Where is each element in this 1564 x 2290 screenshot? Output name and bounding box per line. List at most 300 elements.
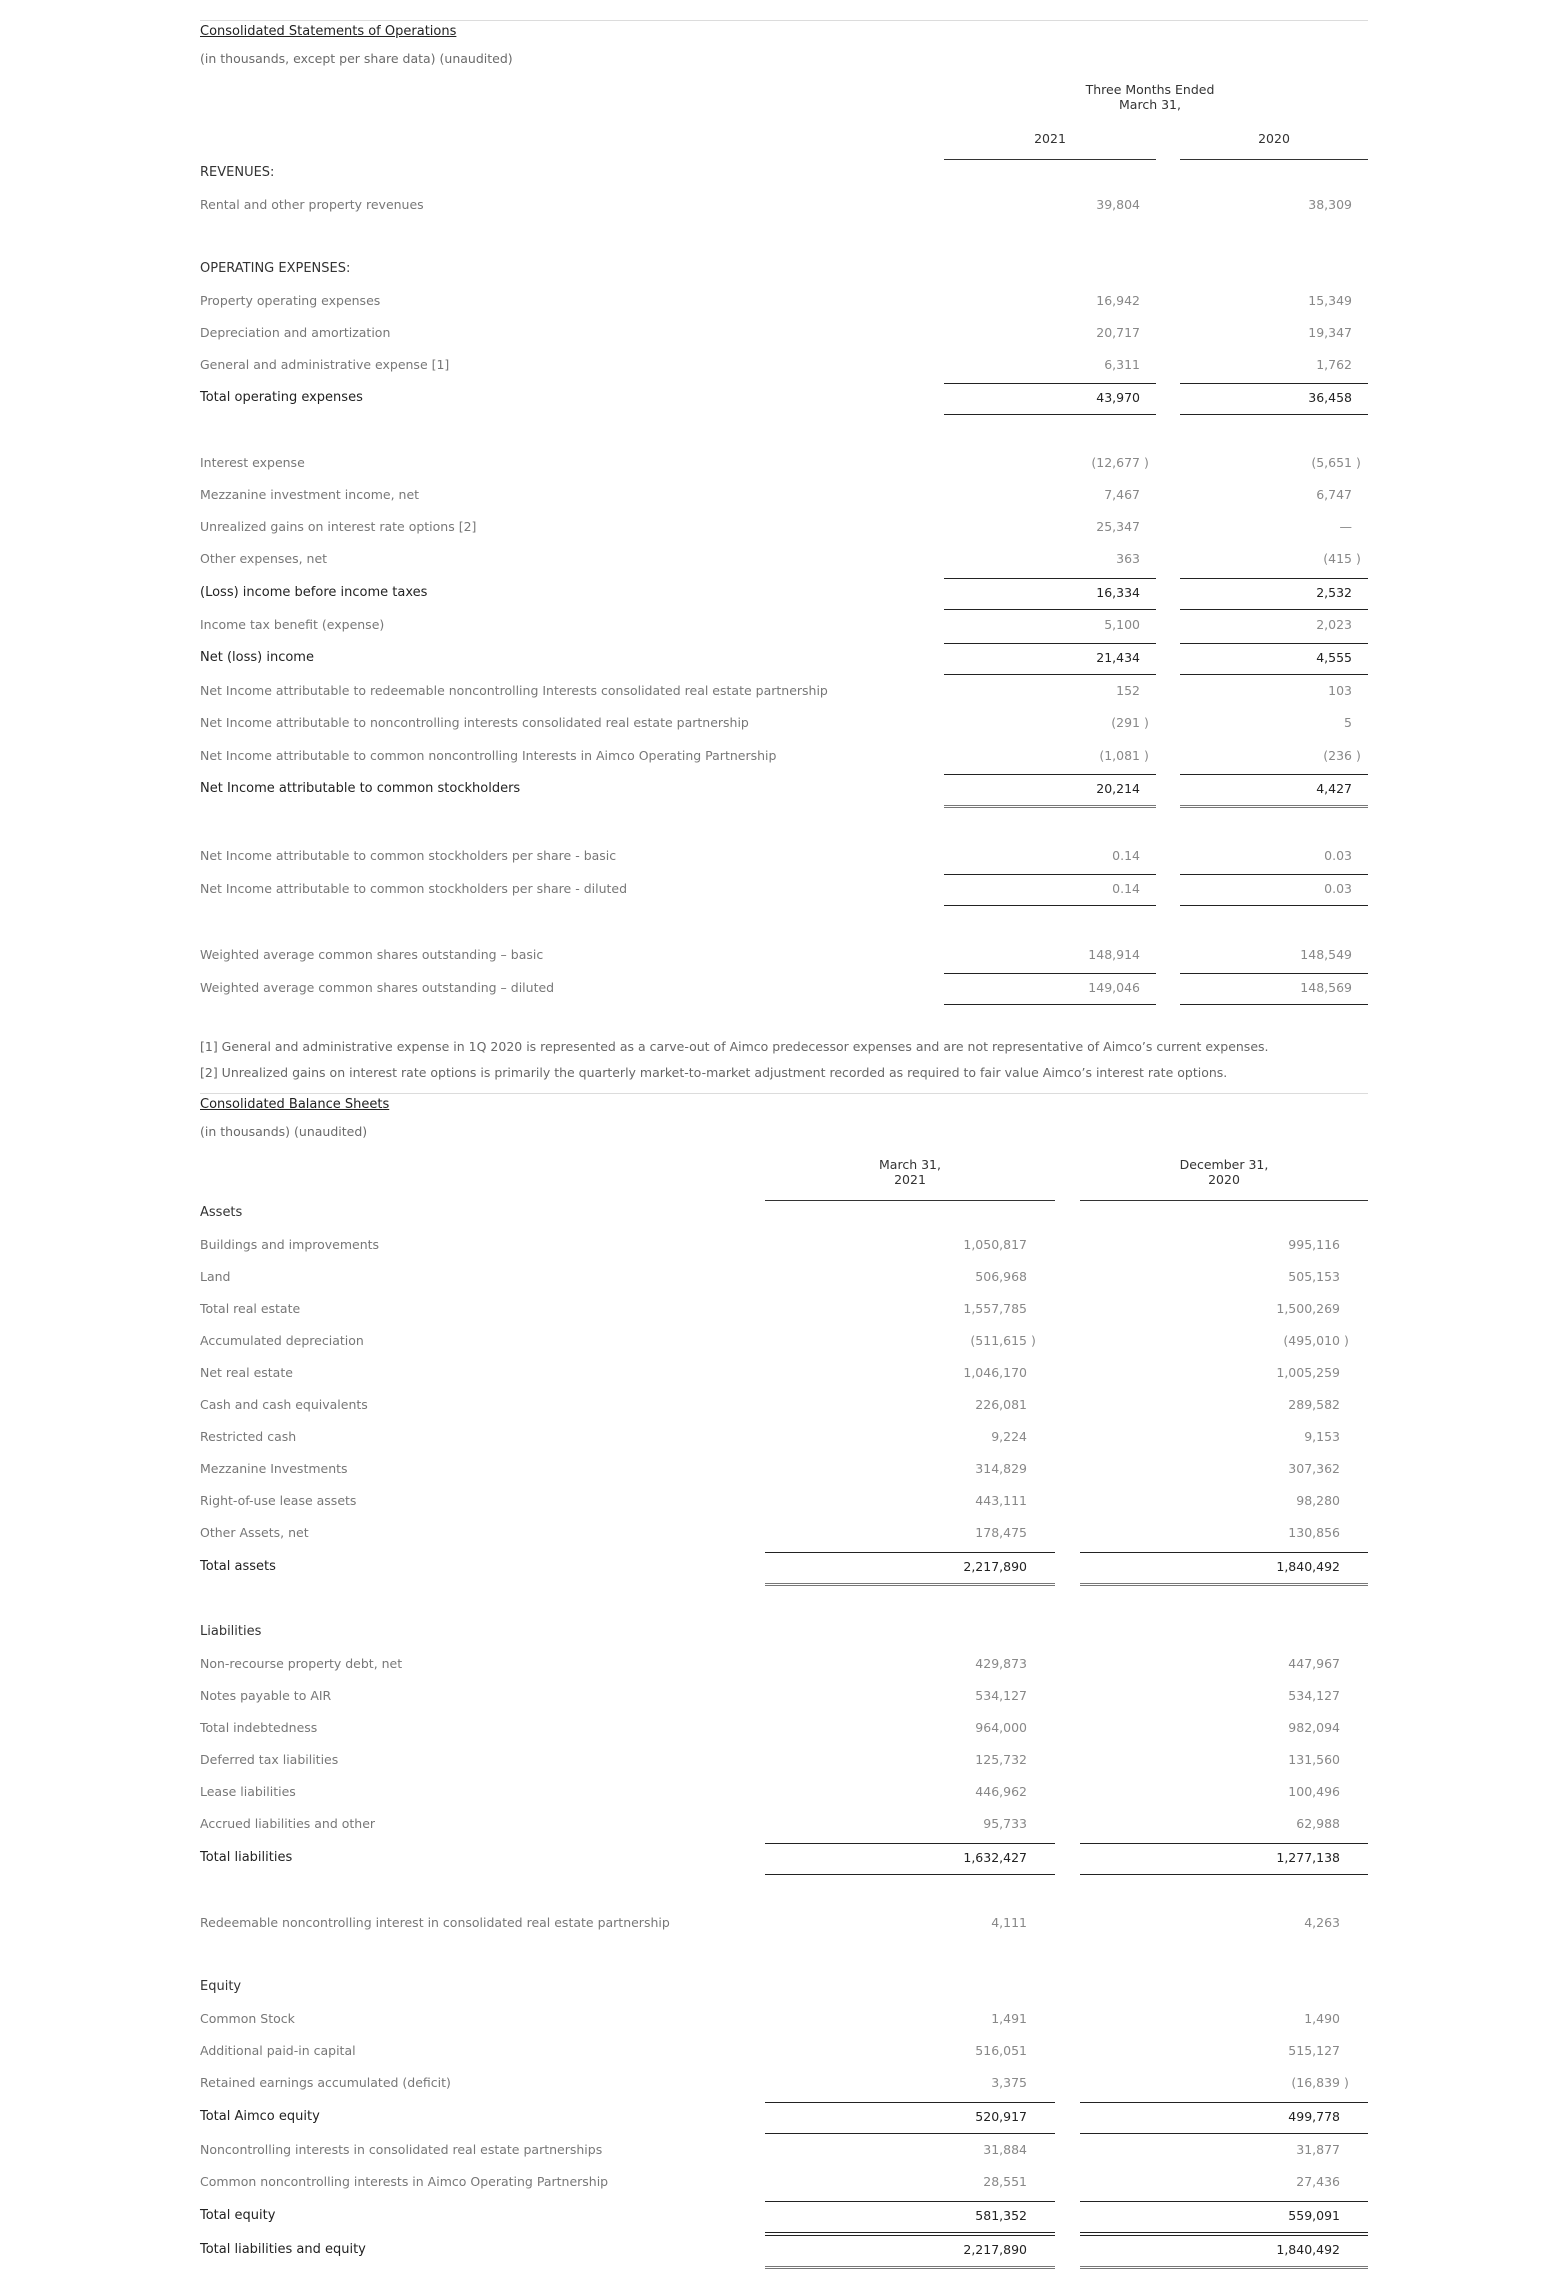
row-label: OPERATING EXPENSES: [200, 261, 351, 276]
balance-row-additional-paid-in-capital [0, 2036, 1564, 2066]
value-number: 27,436 [1296, 2174, 1340, 2189]
row-label: Net Income attributable to common noncontrolling Interests in Aimco Operating Partnership [200, 748, 777, 763]
value-number: 19,347 [1308, 325, 1352, 340]
row-label: Common Stock [200, 2011, 295, 2026]
row-value-col2 [1080, 1358, 1354, 1388]
operations-row-net-income-attributable-to-common-stockholders-p [0, 874, 1564, 904]
row-label: Common noncontrolling interests in Aimco Operating Partnership [200, 2174, 609, 2189]
row-value-col2 [1180, 940, 1366, 970]
total-rule-top [1180, 874, 1368, 875]
value-number: (1,081 [1099, 748, 1140, 763]
row-value-col2 [1080, 1681, 1354, 1711]
value-number: 4,427 [1316, 781, 1352, 796]
row-value-col1 [765, 1649, 1041, 1679]
value-number: 62,988 [1296, 1816, 1340, 1831]
balance-row-cash-and-cash-equivalents [0, 1390, 1564, 1420]
row-label: Net (loss) income [200, 650, 314, 665]
total-rule-top [1080, 1843, 1368, 1844]
column-header-line-2: 2020 [1208, 1172, 1240, 1187]
total-rule-bottom [765, 2133, 1055, 2134]
value-number: 125,732 [975, 1752, 1027, 1767]
row-value-col1 [765, 1908, 1041, 1938]
balance-row-deferred-tax-liabilities [0, 1745, 1564, 1775]
row-value-col2 [1180, 480, 1366, 510]
total-rule-double [1180, 805, 1368, 808]
row-value-col2 [1180, 676, 1366, 706]
row-value-col2 [1180, 544, 1366, 574]
total-rule-bottom [944, 674, 1156, 675]
total-rule-top [765, 2201, 1055, 2202]
operations-row-interest-expense [0, 448, 1564, 478]
value-number: 1,046,170 [963, 1365, 1027, 1380]
value-number: 16,942 [1096, 293, 1140, 308]
value-number: 20,214 [1096, 781, 1140, 796]
row-value-col2 [1080, 1809, 1354, 1839]
total-rule-bottom [1180, 674, 1368, 675]
balance-title: Consolidated Balance Sheets [200, 1097, 390, 1112]
value-number: 43,970 [1096, 390, 1140, 405]
row-label: Noncontrolling interests in consolidated real estate partnerships [200, 2142, 603, 2157]
row-label: Lease liabilities [200, 1784, 296, 1799]
row-value-col2 [1080, 1454, 1354, 1484]
value-number: 131,560 [1288, 1752, 1340, 1767]
row-label: Total assets [200, 1559, 276, 1574]
total-rule-top [1180, 578, 1368, 579]
balance-row-retained-earnings-accumulated-deficit [0, 2068, 1564, 2098]
row-value-col1 [944, 841, 1154, 871]
value-number: 447,967 [1288, 1656, 1340, 1671]
value-paren: ) [1144, 455, 1149, 470]
balance-row-non-recourse-property-debt-net [0, 1649, 1564, 1679]
row-label: Interest expense [200, 455, 305, 470]
row-value-col2 [1080, 1422, 1354, 1452]
balance-row-noncontrolling-interests-in-consolidated-real-es [0, 2135, 1564, 2165]
row-value-col1 [944, 741, 1154, 771]
row-value-col2 [1180, 350, 1366, 380]
balance-row-accrued-liabilities-and-other [0, 1809, 1564, 1839]
row-value-col1 [944, 643, 1154, 673]
balance-row-net-real-estate [0, 1358, 1564, 1388]
value-number: 1,490 [1304, 2011, 1340, 2026]
row-label: REVENUES: [200, 165, 275, 180]
value-number: 21,434 [1096, 650, 1140, 665]
balance-row-equity [0, 1972, 1564, 2002]
balance-row-land [0, 1262, 1564, 1292]
value-number: 499,778 [1288, 2109, 1340, 2124]
row-label: Land [200, 1269, 231, 1284]
value-number: 429,873 [975, 1656, 1027, 1671]
total-rule-bottom [944, 414, 1156, 415]
balance-row-lease-liabilities [0, 1777, 1564, 1807]
row-value-col1 [765, 1552, 1041, 1582]
row-label: Net Income attributable to common stockholders per share - basic [200, 848, 617, 863]
period-header-line-2: March 31, [1119, 97, 1181, 112]
row-value-col2 [1080, 1713, 1354, 1743]
row-label: Total Aimco equity [200, 2109, 320, 2124]
row-value-col2 [1080, 1294, 1354, 1324]
total-rule-top [1080, 2235, 1368, 2236]
total-rule-bottom [1080, 2133, 1368, 2134]
row-value-col2 [1080, 2036, 1354, 2066]
row-value-col2 [1080, 1843, 1354, 1873]
column-header-line-1: December 31, [1179, 1157, 1269, 1172]
row-label: Total operating expenses [200, 390, 363, 405]
total-rule-top [944, 383, 1156, 384]
row-value-col2 [1080, 1486, 1354, 1516]
value-number: (511,615 [970, 1333, 1027, 1348]
value-number: 1,762 [1316, 357, 1352, 372]
operations-row-mezzanine-investment-income-net [0, 480, 1564, 510]
row-label: Total equity [200, 2208, 276, 2223]
value-number: 39,804 [1096, 197, 1140, 212]
row-value-col2 [1180, 448, 1366, 478]
row-label: Assets [200, 1205, 243, 1220]
value-number: 36,458 [1308, 390, 1352, 405]
section-divider [200, 1093, 1368, 1094]
operations-row-net-income-attributable-to-noncontrolling-intere [0, 708, 1564, 738]
row-label: Unrealized gains on interest rate options [2] [200, 519, 477, 534]
operations-row-net-income-attributable-to-common-noncontrolling [0, 741, 1564, 771]
operations-row-weighted-average-common-shares-outstanding-dilut [0, 973, 1564, 1003]
value-number: 515,127 [1288, 2043, 1340, 2058]
value-number: 446,962 [975, 1784, 1027, 1799]
row-value-col1 [765, 2102, 1041, 2132]
value-number: 1,005,259 [1276, 1365, 1340, 1380]
row-label: Total indebtedness [200, 1720, 318, 1735]
value-number: 149,046 [1088, 980, 1140, 995]
total-rule-bottom [944, 1004, 1156, 1005]
operations-row-rental-and-other-property-revenues [0, 190, 1564, 220]
operations-row-operating-expenses [0, 254, 1564, 284]
total-rule-top [1180, 774, 1368, 775]
total-rule-top [1180, 383, 1368, 384]
row-value-col1 [944, 578, 1154, 608]
row-label: Right-of-use lease assets [200, 1493, 357, 1508]
row-value-col1 [765, 2167, 1041, 2197]
value-paren: ) [1144, 748, 1149, 763]
balance-row-total-liabilities-and-equity [0, 2235, 1564, 2265]
value-number: 4,555 [1316, 650, 1352, 665]
value-number: 148,569 [1300, 980, 1352, 995]
operations-row-net-income-attributable-to-common-stockholders-p [0, 841, 1564, 871]
balance-row-common-noncontrolling-interests-in-aimco-operati [0, 2167, 1564, 2197]
row-value-col1 [944, 544, 1154, 574]
value-number: 4,111 [991, 1915, 1027, 1930]
operations-row-general-and-administrative-expense-1 [0, 350, 1564, 380]
total-rule-top [944, 774, 1156, 775]
value-number: 289,582 [1288, 1397, 1340, 1412]
balance-row-total-aimco-equity [0, 2102, 1564, 2132]
row-value-col1 [765, 2135, 1041, 2165]
value-number: 1,840,492 [1276, 2242, 1340, 2257]
row-value-col1 [765, 1809, 1041, 1839]
row-value-col1 [765, 1422, 1041, 1452]
value-number: 363 [1116, 551, 1140, 566]
value-number: 1,632,427 [963, 1850, 1027, 1865]
operations-row-net-income-attributable-to-redeemable-noncontrol [0, 676, 1564, 706]
row-value-col2 [1180, 190, 1366, 220]
total-rule-bottom [944, 905, 1156, 906]
value-number: 9,224 [991, 1429, 1027, 1444]
row-label: Total liabilities and equity [200, 2242, 366, 2257]
value-number: 95,733 [983, 1816, 1027, 1831]
row-value-col2 [1080, 1777, 1354, 1807]
value-number: 1,277,138 [1276, 1850, 1340, 1865]
total-rule-top [1180, 643, 1368, 644]
row-value-col2 [1180, 973, 1366, 1003]
column-header-line-1: March 31, [879, 1157, 941, 1172]
footnote-2: [2] Unrealized gains on interest rate options is primarily the quarterly market-to-market adjustment recorded as required to fair value Aimco’s interest rate options. [200, 1065, 1228, 1080]
row-label: Income tax benefit (expense) [200, 617, 385, 632]
row-value-col1 [944, 676, 1154, 706]
value-paren: ) [1344, 1333, 1349, 1348]
balance-row-assets [0, 1198, 1564, 1228]
row-value-col2 [1080, 1745, 1354, 1775]
value-number: 25,347 [1096, 519, 1140, 534]
row-value-col1 [765, 1777, 1041, 1807]
balance-row-total-indebtedness [0, 1713, 1564, 1743]
row-value-col1 [944, 512, 1154, 542]
row-value-col1 [944, 383, 1154, 413]
total-rule-top [765, 1552, 1055, 1553]
value-number: (16,839 [1291, 2075, 1340, 2090]
value-paren: ) [1344, 2075, 1349, 2090]
row-value-col2 [1080, 2068, 1354, 2098]
row-value-col2 [1080, 1230, 1354, 1260]
row-value-col2 [1080, 1908, 1354, 1938]
row-value-col1 [765, 1843, 1041, 1873]
column-header-2021: 2021 [1034, 131, 1066, 146]
value-number: 16,334 [1096, 585, 1140, 600]
balance-row-notes-payable-to-air [0, 1681, 1564, 1711]
footnote-1: [1] General and administrative expense in 1Q 2020 is represented as a carve-out of Aimco predecessor expenses and are not representative of Aimco’s current expenses. [200, 1039, 1269, 1054]
value-number: 7,467 [1104, 487, 1140, 502]
value-number: (495,010 [1283, 1333, 1340, 1348]
row-value-col2 [1080, 2201, 1354, 2231]
row-value-col2 [1180, 708, 1366, 738]
value-number: 0.14 [1112, 881, 1140, 896]
operations-subtitle: (in thousands, except per share data) (unaudited) [200, 51, 513, 66]
row-value-col1 [765, 1745, 1041, 1775]
row-label: Liabilities [200, 1624, 262, 1639]
operations-row-unrealized-gains-on-interest-rate-options-2 [0, 512, 1564, 542]
operations-row-total-operating-expenses [0, 383, 1564, 413]
value-number: 2,532 [1316, 585, 1352, 600]
operations-row-property-operating-expenses [0, 286, 1564, 316]
value-number: (12,677 [1091, 455, 1140, 470]
value-number: 520,917 [975, 2109, 1027, 2124]
value-number: 5 [1344, 715, 1352, 730]
row-value-col1 [765, 1230, 1041, 1260]
total-rule-top [944, 973, 1156, 974]
value-number: (291 [1111, 715, 1140, 730]
operations-row-other-expenses-net [0, 544, 1564, 574]
total-rule-top [1080, 1552, 1368, 1553]
row-value-col1 [944, 774, 1154, 804]
total-rule-bottom [1180, 414, 1368, 415]
row-label: Rental and other property revenues [200, 197, 424, 212]
value-number: (5,651 [1311, 455, 1352, 470]
total-rule-bottom [1080, 1874, 1368, 1875]
value-paren: ) [1356, 455, 1361, 470]
row-label: Property operating expenses [200, 293, 381, 308]
row-value-col2 [1180, 774, 1366, 804]
value-number: 995,116 [1288, 1237, 1340, 1252]
row-label: Redeemable noncontrolling interest in consolidated real estate partnership [200, 1915, 670, 1930]
row-value-col2 [1080, 1390, 1354, 1420]
value-number: 1,050,817 [963, 1237, 1027, 1252]
row-value-col1 [765, 1262, 1041, 1292]
value-number: 28,551 [983, 2174, 1027, 2189]
balance-row-accumulated-depreciation [0, 1326, 1564, 1356]
row-label: Retained earnings accumulated (deficit) [200, 2075, 451, 2090]
period-header [1060, 82, 1240, 112]
row-value-col1 [765, 1486, 1041, 1516]
value-number: 443,111 [975, 1493, 1027, 1508]
row-label: Weighted average common shares outstanding – basic [200, 947, 544, 962]
total-rule-double [944, 805, 1156, 808]
row-label: Deferred tax liabilities [200, 1752, 339, 1767]
row-value-col2 [1180, 841, 1366, 871]
value-number: 314,829 [975, 1461, 1027, 1476]
value-number: 0.14 [1112, 848, 1140, 863]
row-value-col1 [944, 318, 1154, 348]
operations-row-depreciation-and-amortization [0, 318, 1564, 348]
row-value-col2 [1080, 2135, 1354, 2165]
total-rule-top [765, 2235, 1055, 2236]
value-number: 152 [1116, 683, 1140, 698]
value-number: 226,081 [975, 1397, 1027, 1412]
operations-row-weighted-average-common-shares-outstanding-basic [0, 940, 1564, 970]
value-number: 6,311 [1104, 357, 1140, 372]
row-label: (Loss) income before income taxes [200, 585, 428, 600]
value-number: 534,127 [975, 1688, 1027, 1703]
row-label: Buildings and improvements [200, 1237, 380, 1252]
value-number: 1,840,492 [1276, 1559, 1340, 1574]
row-label: Net Income attributable to redeemable noncontrolling Interests consolidated real estate partnership [200, 683, 828, 698]
operations-row-net-loss-income [0, 643, 1564, 673]
row-value-col1 [765, 2235, 1041, 2265]
row-value-col1 [765, 2036, 1041, 2066]
total-rule-top [765, 1843, 1055, 1844]
row-value-col2 [1080, 2167, 1354, 2197]
value-paren: ) [1031, 1333, 1036, 1348]
row-value-col2 [1180, 610, 1366, 640]
value-number: 130,856 [1288, 1525, 1340, 1540]
row-value-col1 [765, 1294, 1041, 1324]
value-number: 15,349 [1308, 293, 1352, 308]
operations-title: Consolidated Statements of Operations [200, 24, 457, 39]
row-label: Other expenses, net [200, 551, 328, 566]
row-value-col1 [765, 1454, 1041, 1484]
balance-row-total-liabilities [0, 1843, 1564, 1873]
operations-row-net-income-attributable-to-common-stockholders [0, 774, 1564, 804]
row-value-col2 [1180, 383, 1366, 413]
column-header-december-2020 [1080, 1157, 1368, 1187]
row-value-col1 [944, 286, 1154, 316]
row-value-col1 [765, 1390, 1041, 1420]
total-rule-bottom [1180, 905, 1368, 906]
row-value-col1 [944, 480, 1154, 510]
value-number: 982,094 [1288, 1720, 1340, 1735]
balance-row-right-of-use-lease-assets [0, 1486, 1564, 1516]
value-number: 1,491 [991, 2011, 1027, 2026]
row-value-col1 [765, 1681, 1041, 1711]
period-header-line-1: Three Months Ended [1085, 82, 1215, 97]
value-number: 581,352 [975, 2208, 1027, 2223]
value-number: — [1339, 519, 1352, 534]
row-value-col2 [1080, 2102, 1354, 2132]
value-paren: ) [1356, 748, 1361, 763]
row-value-col2 [1080, 1649, 1354, 1679]
row-label: Restricted cash [200, 1429, 297, 1444]
total-rule-bottom [1180, 1004, 1368, 1005]
value-number: (415 [1323, 551, 1352, 566]
section-divider [200, 20, 1368, 21]
value-number: 516,051 [975, 2043, 1027, 2058]
value-number: 148,914 [1088, 947, 1140, 962]
row-label: Depreciation and amortization [200, 325, 391, 340]
row-value-col1 [765, 1358, 1041, 1388]
row-label: Additional paid-in capital [200, 2043, 356, 2058]
value-number: 6,747 [1316, 487, 1352, 502]
row-label: Mezzanine investment income, net [200, 487, 420, 502]
balance-row-common-stock [0, 2004, 1564, 2034]
row-value-col2 [1180, 578, 1366, 608]
balance-row-redeemable-noncontrolling-interest-in-consolidat [0, 1908, 1564, 1938]
row-label: Other Assets, net [200, 1525, 309, 1540]
value-number: 4,263 [1304, 1915, 1340, 1930]
balance-row-buildings-and-improvements [0, 1230, 1564, 1260]
column-header-march-2021 [765, 1157, 1055, 1187]
row-value-col2 [1080, 1326, 1354, 1356]
row-value-col1 [765, 2004, 1041, 2034]
total-rule-top [765, 2102, 1055, 2103]
value-number: 534,127 [1288, 1688, 1340, 1703]
row-value-col2 [1180, 286, 1366, 316]
total-rule-bottom [1080, 2232, 1368, 2233]
column-header-2020: 2020 [1258, 131, 1290, 146]
value-number: 506,968 [975, 1269, 1027, 1284]
row-label: Accumulated depreciation [200, 1333, 364, 1348]
balance-subtitle: (in thousands) (unaudited) [200, 1124, 368, 1139]
total-rule-top [1180, 973, 1368, 974]
row-label: Total real estate [200, 1301, 301, 1316]
row-value-col1 [765, 2201, 1041, 2231]
value-number: 307,362 [1288, 1461, 1340, 1476]
value-number: 38,309 [1308, 197, 1352, 212]
row-value-col1 [944, 610, 1154, 640]
operations-row-income-tax-benefit-expense [0, 610, 1564, 640]
total-rule-bottom [765, 2232, 1055, 2233]
balance-row-mezzanine-investments [0, 1454, 1564, 1484]
value-number: (236 [1323, 748, 1352, 763]
value-paren: ) [1144, 715, 1149, 730]
row-label: Equity [200, 1979, 242, 1994]
row-value-col2 [1080, 1518, 1354, 1548]
row-value-col1 [765, 2068, 1041, 2098]
row-label: Notes payable to AIR [200, 1688, 332, 1703]
operations-row-loss-income-before-income-taxes [0, 578, 1564, 608]
value-number: 0.03 [1324, 881, 1352, 896]
row-value-col1 [944, 190, 1154, 220]
value-number: 98,280 [1296, 1493, 1340, 1508]
total-rule-top [1080, 2201, 1368, 2202]
row-value-col2 [1180, 318, 1366, 348]
value-number: 3,375 [991, 2075, 1027, 2090]
balance-row-total-equity [0, 2201, 1564, 2231]
row-value-col1 [765, 1713, 1041, 1743]
